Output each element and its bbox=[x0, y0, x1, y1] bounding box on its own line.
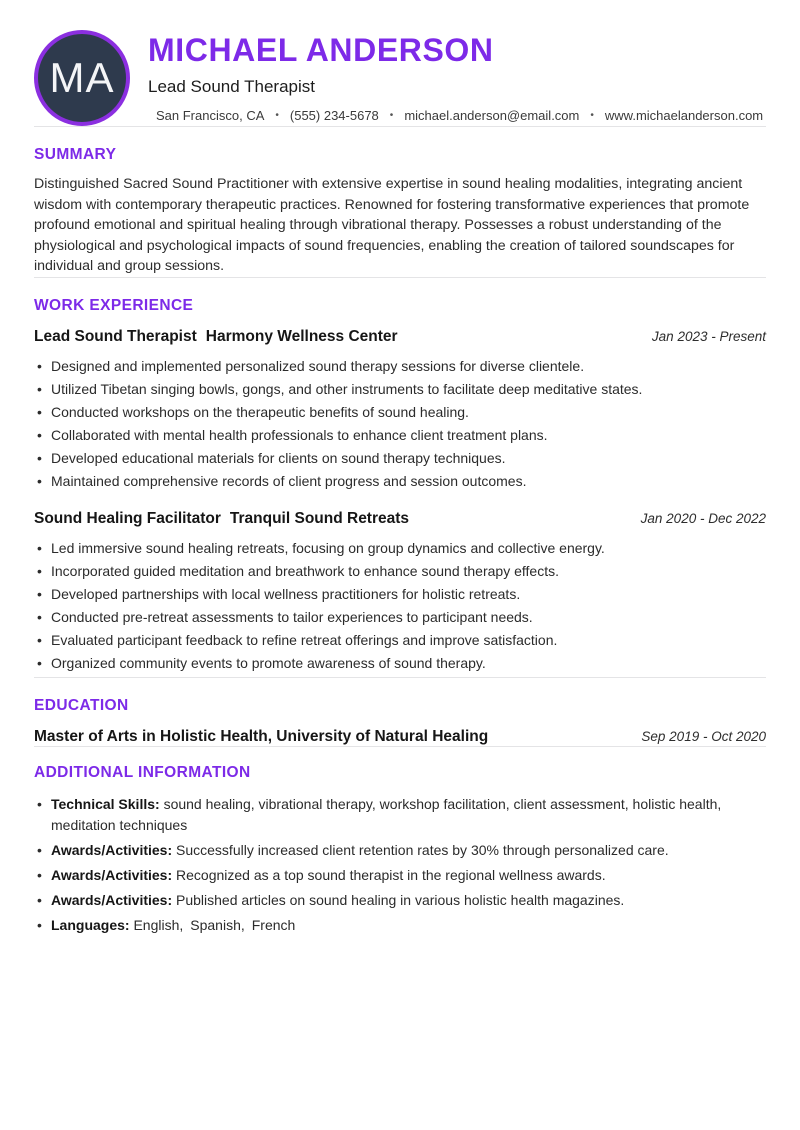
contact-website: www.michaelanderson.com bbox=[604, 107, 764, 123]
work-experience-section bbox=[34, 297, 766, 673]
job-bullet: • Incorporated guided meditation and breathwork to enhance sound therapy effects. bbox=[34, 562, 766, 581]
additional-information-list bbox=[34, 794, 766, 936]
resume-header bbox=[34, 28, 766, 126]
summary-heading: SUMMARY bbox=[34, 146, 117, 163]
contact-row bbox=[148, 108, 766, 123]
job-company: Harmony Wellness Center bbox=[205, 327, 398, 345]
candidate-name: MICHAEL ANDERSON bbox=[148, 32, 494, 69]
info-label: Awards/Activities: bbox=[51, 866, 173, 883]
info-item bbox=[34, 915, 766, 936]
info-text: sound healing, vibrational therapy, workshop facilitation, client assessment, holistic health, meditation techniques bbox=[51, 795, 722, 833]
avatar-initials: MA bbox=[49, 54, 115, 101]
job-bullet: • Conducted pre-retreat assessments to tailor experiences to participant needs. bbox=[34, 608, 766, 627]
degree-title: Master of Arts in Holistic Health, University of Natural Healing bbox=[34, 727, 489, 745]
divider bbox=[34, 677, 766, 678]
job-header bbox=[34, 510, 766, 528]
education-entry bbox=[34, 728, 766, 746]
additional-information-section bbox=[34, 764, 766, 936]
info-label: Awards/Activities: bbox=[51, 891, 173, 908]
education-section bbox=[34, 697, 766, 746]
info-text: Recognized as a top sound therapist in the regional wellness awards. bbox=[176, 866, 606, 883]
divider bbox=[34, 277, 766, 278]
education-dates: Sep 2019 - Oct 2020 bbox=[641, 728, 766, 744]
header-text bbox=[148, 33, 766, 122]
job-bullet: • Utilized Tibetan singing bowls, gongs, and other instruments to facilitate deep meditative states. bbox=[34, 380, 766, 399]
info-item bbox=[34, 840, 766, 861]
bullet-separator-icon: • bbox=[275, 109, 279, 121]
bullet-separator-icon: • bbox=[389, 109, 394, 121]
job-entry bbox=[34, 510, 766, 673]
job-entry bbox=[34, 328, 766, 491]
summary-text: Distinguished Sacred Sound Practitioner with extensive expertise in sound healing modalities, integrating ancient wisdom with contemporary therapeutic practices. Renowned for fostering transformative experiences that promote profound emotional and spiritual healing through vibrational therapy. Possesses a robust understanding of the physiological and psychological impacts of sound frequencies, enabling the creation of tailored soundscapes for individual and group sessions. bbox=[34, 176, 750, 274]
info-text: Successfully increased client retention rates by 30% through personalized care. bbox=[176, 841, 669, 858]
job-title: Sound Healing Facilitator bbox=[34, 509, 221, 527]
job-title-group bbox=[34, 328, 398, 346]
info-item bbox=[34, 794, 766, 836]
additional-information-heading: ADDITIONAL INFORMATION bbox=[34, 763, 251, 781]
job-bullet: • Collaborated with mental health professionals to enhance client treatment plans. bbox=[34, 426, 766, 445]
info-label: Awards/Activities: bbox=[51, 841, 173, 858]
info-item bbox=[34, 890, 766, 911]
info-text: Published articles on sound healing in various holistic health magazines. bbox=[176, 891, 625, 908]
job-dates: Jan 2020 - Dec 2022 bbox=[640, 510, 766, 526]
job-bullet: • Organized community events to promote awareness of sound therapy. bbox=[34, 654, 766, 673]
job-bullet: • Developed partnerships with local wellness practitioners for holistic retreats. bbox=[34, 585, 766, 604]
divider bbox=[34, 126, 766, 127]
info-item bbox=[34, 865, 766, 886]
job-bullet: • Conducted workshops on the therapeutic benefits of sound healing. bbox=[34, 403, 766, 422]
job-dates: Jan 2023 - Present bbox=[651, 328, 766, 344]
job-company: Tranquil Sound Retreats bbox=[229, 509, 410, 527]
job-bullet-list bbox=[34, 539, 766, 673]
job-title-group bbox=[34, 510, 409, 528]
work-experience-heading: WORK EXPERIENCE bbox=[34, 296, 194, 314]
info-label: Technical Skills: bbox=[51, 795, 160, 812]
info-label: Languages: bbox=[51, 916, 130, 933]
job-bullet: • Led immersive sound healing retreats, focusing on group dynamics and collective energy. bbox=[34, 539, 766, 558]
job-bullet: • Designed and implemented personalized sound therapy sessions for diverse clientele. bbox=[34, 357, 766, 376]
job-bullet: • Evaluated participant feedback to refine retreat offerings and improve satisfaction. bbox=[34, 631, 766, 650]
job-bullet-list bbox=[34, 357, 766, 491]
divider bbox=[34, 746, 766, 747]
avatar bbox=[34, 30, 130, 126]
contact-location: San Francisco, CA bbox=[156, 107, 265, 123]
info-text: English, Spanish, French bbox=[133, 916, 296, 933]
job-bullet: • Maintained comprehensive records of client progress and session outcomes. bbox=[34, 472, 766, 491]
job-bullet: • Developed educational materials for clients on sound therapy techniques. bbox=[34, 449, 766, 468]
contact-email: michael.anderson@email.com bbox=[404, 107, 580, 123]
job-title: Lead Sound Therapist bbox=[34, 327, 197, 345]
summary-section bbox=[34, 146, 766, 277]
contact-phone: (555) 234-5678 bbox=[289, 107, 379, 123]
job-header bbox=[34, 328, 766, 346]
candidate-title: Lead Sound Therapist bbox=[148, 76, 315, 96]
education-heading: EDUCATION bbox=[34, 696, 129, 714]
bullet-separator-icon: • bbox=[590, 109, 594, 121]
